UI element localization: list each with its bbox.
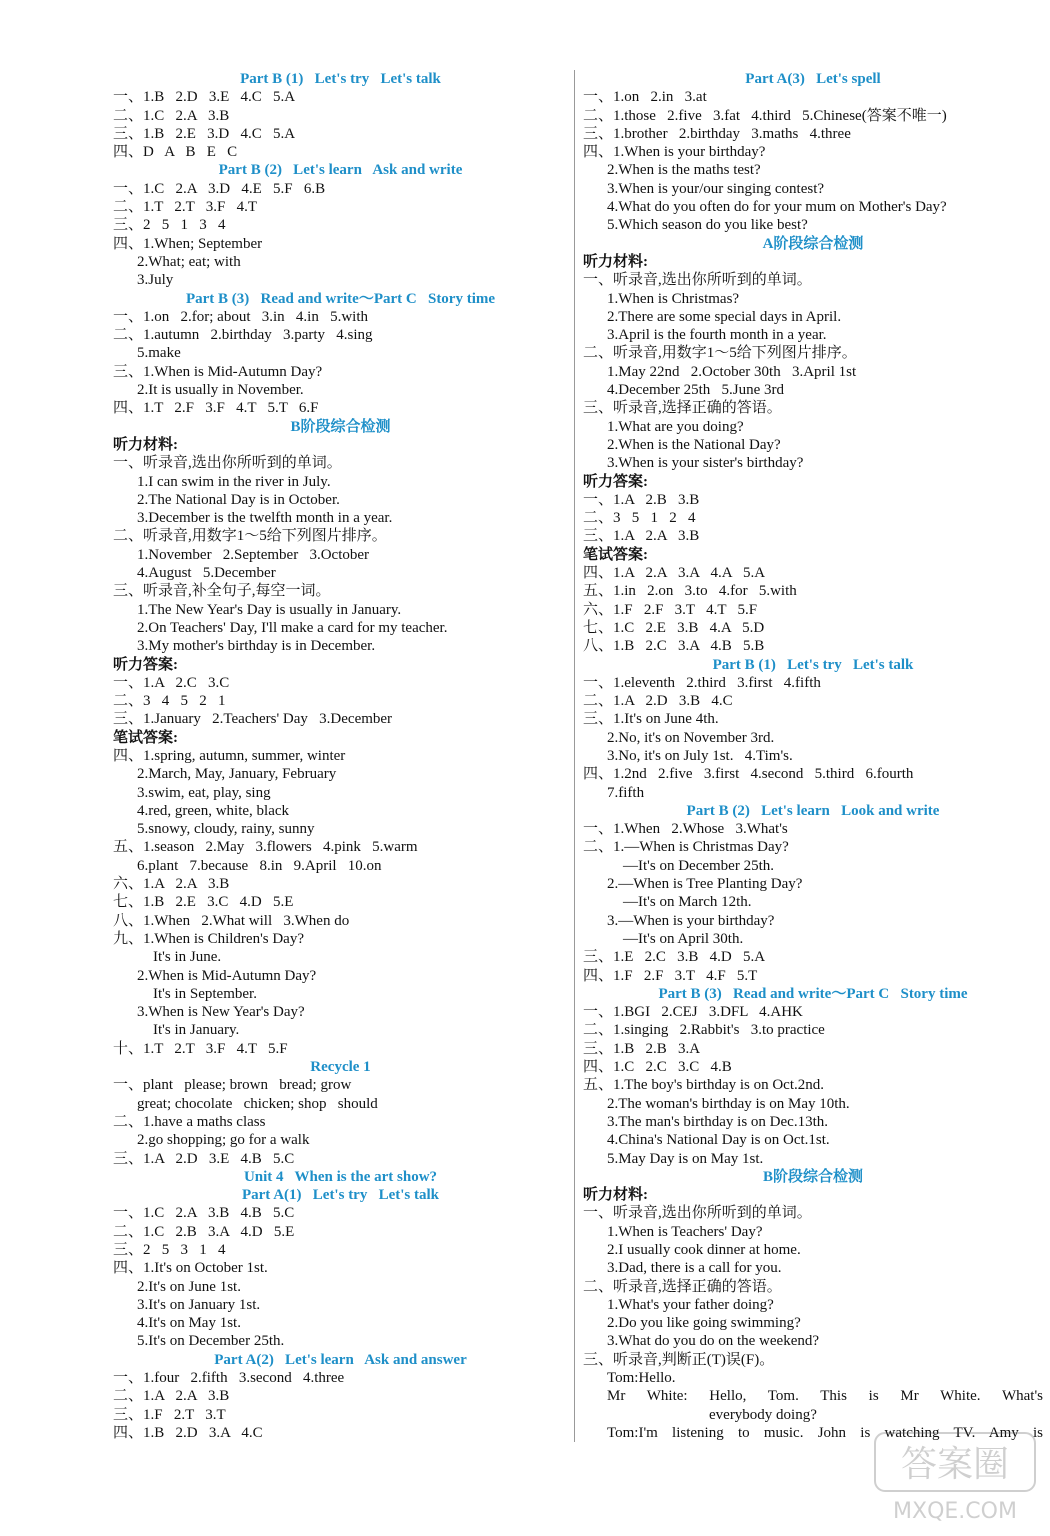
answer-line: 二、1.A 2.A 3.B (113, 1388, 230, 1405)
answer-line: 四、1.F 2.F 3.T 4.F 5.T (583, 967, 758, 984)
answer-line: —It's on March 12th. (623, 894, 752, 911)
answer-line: 3.December is the twelfth month in a year. (137, 510, 393, 527)
answer-line: 二、1.singing 2.Rabbit's 3.to practice (583, 1022, 825, 1039)
answer-line: 四、1.A 2.A 3.A 4.A 5.A (583, 565, 766, 582)
answer-line: 听力答案: (583, 473, 648, 490)
section-heading: A阶段综合检测 (762, 235, 864, 252)
answer-line: 3.When is your sister's birthday? (607, 455, 804, 472)
answer-line: —It's on April 30th. (623, 930, 744, 947)
answer-line: 四、D A B E C (113, 144, 238, 161)
answer-line: 三、1.January 2.Teachers' Day 3.December (113, 711, 393, 728)
answer-line: 二、听录音,用数字1～5给下列图片排序。 (113, 528, 387, 545)
answer-line: 七、1.B 2.E 3.C 4.D 5.E (113, 894, 294, 911)
answer-line: 笔试答案: (113, 729, 178, 746)
answer-line: 四、1.C 2.C 3.C 4.B (583, 1059, 732, 1076)
answer-line: 四、1.It's on October 1st. (113, 1260, 268, 1277)
answer-line: 1.What are you doing? (607, 418, 744, 435)
answer-line: 二、听录音,用数字1～5给下列图片排序。 (583, 345, 857, 362)
answer-line: 2.—When is Tree Planting Day? (607, 876, 803, 893)
answer-line: 4.What do you often do for your mum on Mother's Day? (607, 199, 947, 216)
answer-line: everybody doing? (709, 1406, 817, 1423)
answer-line: It's in June. (153, 949, 222, 966)
answer-line: 3.When is New Year's Day? (137, 1004, 305, 1021)
section-heading: Part B (2) Let's learn Look and write (686, 802, 940, 819)
answer-line: 一、1.A 2.B 3.B (583, 491, 700, 508)
answer-line: 四、1.When is your birthday? (583, 144, 766, 161)
answer-line: 1.The New Year's Day is usually in January. (137, 601, 402, 618)
answer-line: 1.November 2.September 3.October (137, 546, 370, 563)
answer-line: 3.April is the fourth month in a year. (607, 327, 827, 344)
answer-line: 二、3 4 5 2 1 (113, 693, 226, 710)
section-heading: Part B (2) Let's learn Ask and write (218, 162, 463, 179)
answer-line: 三、1.E 2.C 3.B 4.D 5.A (583, 949, 766, 966)
answer-line: 3.Dad, there is a call for you. (607, 1260, 782, 1277)
answer-line: 听力答案: (113, 656, 178, 673)
watermark-url: MXQE.COM (893, 1499, 1017, 1524)
answer-line: 二、1.T 2.T 3.F 4.T (113, 199, 258, 216)
answer-line: great; chocolate chicken; shop should (137, 1095, 378, 1112)
answer-line: 七、1.C 2.E 3.B 4.A 5.D (583, 619, 765, 636)
answer-line: 5.snowy, cloudy, rainy, sunny (137, 821, 315, 838)
answer-line: 一、听录音,选出你所听到的单词。 (583, 1205, 812, 1222)
answer-line: 1.When is Christmas? (607, 290, 740, 307)
answer-line: 2.The National Day is in October. (137, 491, 340, 508)
answer-line: 3.When is your/our singing contest? (607, 180, 825, 197)
section-heading: Unit 4 When is the art show? (243, 1168, 438, 1185)
answer-line: 4.December 25th 5.June 3rd (607, 382, 785, 399)
section-heading: Recycle 1 (310, 1059, 371, 1076)
left-column (113, 70, 568, 1442)
answer-line: 一、1.on 2.for; about 3.in 4.in 5.with (113, 308, 368, 325)
answer-line: 4.August 5.December (137, 565, 276, 582)
section-heading: Part B (1) Let's try Let's talk (240, 71, 441, 87)
column-divider (574, 70, 575, 1442)
answer-line: 听力材料: (583, 1187, 648, 1204)
answer-line: It's in January. (153, 1022, 240, 1039)
answer-line: Tom:I'm listening to music. John is watching TV. Amy is (607, 1424, 1043, 1441)
answer-line: 三、1.B 2.B 3.A (583, 1040, 701, 1057)
section-heading: Part B (3) Read and write～Part C Story time (185, 290, 496, 307)
answer-line: 一、1.eleventh 2.third 3.first 4.fifth (583, 674, 821, 691)
answer-line: 二、1.C 2.A 3.B (113, 107, 230, 124)
answer-line: 四、1.T 2.F 3.F 4.T 5.T 6.F (113, 400, 319, 417)
answer-line: 一、plant please; brown bread; grow (113, 1077, 352, 1094)
answer-line: 4.China's National Day is on Oct.1st. (607, 1132, 830, 1149)
section-heading: Part B (3) Read and write～Part C Story time (658, 985, 968, 1002)
answer-line: 二、1.those 2.five 3.fat 4.third 5.Chinese(答案不唯一) (583, 107, 947, 124)
answer-line: 四、1.spring, autumn, summer, winter (113, 747, 346, 764)
answer-line: 九、1.When is Children's Day? (113, 930, 305, 947)
answer-line: 1.May 22nd 2.October 30th 3.April 1st (607, 363, 857, 380)
answer-line: 八、1.When 2.What will 3.When do (113, 912, 350, 929)
answer-line: 3.No, it's on July 1st. 4.Tim's. (607, 747, 793, 764)
answer-line: 二、3 5 1 2 4 (583, 510, 696, 527)
answer-line: 2.March, May, January, February (137, 766, 337, 783)
section-heading: Part A(3) Let's spell (745, 71, 881, 87)
answer-line: 五、1.in 2.on 3.to 4.for 5.with (583, 583, 797, 600)
answer-line: 三、听录音,补全句子,每空一词。 (113, 583, 331, 600)
answer-line: 六、1.A 2.A 3.B (113, 876, 230, 893)
answer-line: 听力材料: (113, 436, 178, 453)
answer-line: 2.When is the maths test? (607, 162, 761, 179)
answer-line: 3.—When is your birthday? (607, 912, 775, 929)
answer-line: 二、1.autumn 2.birthday 3.party 4.sing (113, 327, 373, 344)
answer-line: 2.On Teachers' Day, I'll make a card for my teacher. (137, 619, 448, 636)
answer-line: 三、1.It's on June 4th. (583, 711, 719, 728)
answer-line: 3.swim, eat, play, sing (137, 784, 271, 801)
answer-line: 四、1.B 2.D 3.A 4.C (113, 1424, 263, 1441)
answer-line: 三、1.brother 2.birthday 3.maths 4.three (583, 125, 851, 142)
answer-line: 3.It's on January 1st. (137, 1296, 261, 1313)
answer-line: —It's on December 25th. (623, 857, 774, 874)
answer-line: 2.It's on June 1st. (137, 1278, 241, 1295)
answer-line: 2.When is Mid-Autumn Day? (137, 967, 317, 984)
answer-line: 二、1.A 2.D 3.B 4.C (583, 693, 733, 710)
answer-line: 三、1.B 2.E 3.D 4.C 5.A (113, 125, 296, 142)
answer-line: 1.I can swim in the river in July. (137, 473, 331, 490)
answer-line: 三、1.A 2.A 3.B (583, 528, 700, 545)
answer-line: 三、2 5 3 1 4 (113, 1242, 226, 1258)
answer-line: 2.go shopping; go for a walk (137, 1132, 310, 1149)
answer-line: 六、1.F 2.F 3.T 4.T 5.F (583, 601, 758, 618)
answer-line: 四、1.When; September (113, 235, 263, 252)
answer-line: 三、听录音,选择正确的答语。 (583, 400, 782, 417)
answer-line: 4.red, green, white, black (137, 802, 290, 819)
answer-line: 2.No, it's on November 3rd. (607, 729, 775, 746)
right-column (583, 70, 1043, 1442)
watermark-text: 答案圈 (900, 1444, 1010, 1485)
answer-line: 3.What do you do on the weekend? (607, 1333, 820, 1350)
section-heading: Part B (1) Let's try Let's talk (712, 656, 914, 673)
section-heading: Part A(2) Let's learn Ask and answer (214, 1351, 467, 1368)
answer-line: 笔试答案: (583, 546, 648, 563)
answer-line: 2.I usually cook dinner at home. (607, 1242, 801, 1258)
answer-line: 四、1.2nd 2.five 3.first 4.second 5.third 6.fourth (583, 766, 914, 783)
answer-line: 五、1.The boy's birthday is on Oct.2nd. (583, 1077, 825, 1094)
section-heading: Part A(1) Let's try Let's talk (241, 1187, 440, 1204)
answer-line: 一、1.When 2.Whose 3.What's (583, 821, 788, 838)
answer-line: 二、听录音,选择正确的答语。 (583, 1278, 782, 1295)
answer-line: 听力材料: (583, 253, 648, 270)
answer-line: 7.fifth (607, 784, 645, 801)
answer-line: 三、听录音,判断正(T)误(F)。 (583, 1351, 775, 1368)
section-heading: B阶段综合检测 (290, 418, 391, 435)
answer-line: 一、1.C 2.A 3.B 4.B 5.C (113, 1205, 295, 1222)
answer-line: 三、1.A 2.D 3.E 4.B 5.C (113, 1150, 295, 1167)
answer-line: 2.Do you like going swimming? (607, 1315, 801, 1332)
answer-line: 十、1.T 2.T 3.F 4.T 5.F (113, 1040, 288, 1057)
answer-line: Tom:Hello. (607, 1370, 676, 1387)
answer-line: 一、1.A 2.C 3.C (113, 674, 230, 691)
answer-line: 一、1.C 2.A 3.D 4.E 5.F 6.B (113, 180, 326, 197)
answer-line: 一、1.BGI 2.CEJ 3.DFL 4.AHK (583, 1004, 803, 1021)
answer-line: 3.July (137, 272, 174, 289)
answer-line: 三、1.When is Mid-Autumn Day? (113, 363, 323, 380)
answer-line: 一、听录音,选出你所听到的单词。 (113, 455, 342, 472)
answer-line: 2.There are some special days in April. (607, 308, 842, 325)
answer-line: 5.make (137, 345, 181, 362)
answer-line: 二、1.C 2.B 3.A 4.D 5.E (113, 1223, 295, 1240)
answer-line: 5.May Day is on May 1st. (607, 1150, 764, 1167)
answer-line: 2.It is usually in November. (137, 382, 304, 399)
answer-line: 2.What; eat; with (137, 253, 241, 270)
answer-line: 5.It's on December 25th. (137, 1333, 285, 1350)
answer-line: 6.plant 7.because 8.in 9.April 10.on (137, 857, 382, 874)
answer-line: 二、1.—When is Christmas Day? (583, 839, 789, 856)
answer-line: 一、听录音,选出你所听到的单词。 (583, 272, 812, 289)
answer-line: 1.When is Teachers' Day? (607, 1223, 763, 1240)
answer-line: 五、1.season 2.May 3.flowers 4.pink 5.warm (113, 839, 418, 856)
answer-line: Mr White: Hello, Tom. This is Mr White. What's (607, 1388, 1043, 1405)
answer-line: 一、1.four 2.fifth 3.second 4.three (113, 1370, 345, 1387)
answer-line: 三、2 5 1 3 4 (113, 217, 226, 234)
watermark-logo (870, 1428, 1040, 1528)
answer-line: It's in September. (153, 985, 257, 1002)
answer-line: 2.When is the National Day? (607, 436, 781, 453)
section-heading: B阶段综合检测 (762, 1168, 863, 1185)
answer-line: 1.What's your father doing? (607, 1296, 774, 1313)
answer-line: 一、1.on 2.in 3.at (583, 89, 707, 106)
answer-line: 二、1.have a maths class (113, 1113, 266, 1130)
answer-line: 5.Which season do you like best? (607, 217, 808, 234)
answer-line: 八、1.B 2.C 3.A 4.B 5.B (583, 638, 765, 655)
answer-line: 三、1.F 2.T 3.T (113, 1406, 226, 1423)
answer-line: 2.The woman's birthday is on May 10th. (607, 1095, 850, 1112)
answer-line: 3.The man's birthday is on Dec.13th. (607, 1113, 828, 1130)
answer-line: 3.My mother's birthday is in December. (137, 638, 376, 655)
answer-line: 4.It's on May 1st. (137, 1315, 241, 1332)
answer-line: 一、1.B 2.D 3.E 4.C 5.A (113, 89, 296, 106)
